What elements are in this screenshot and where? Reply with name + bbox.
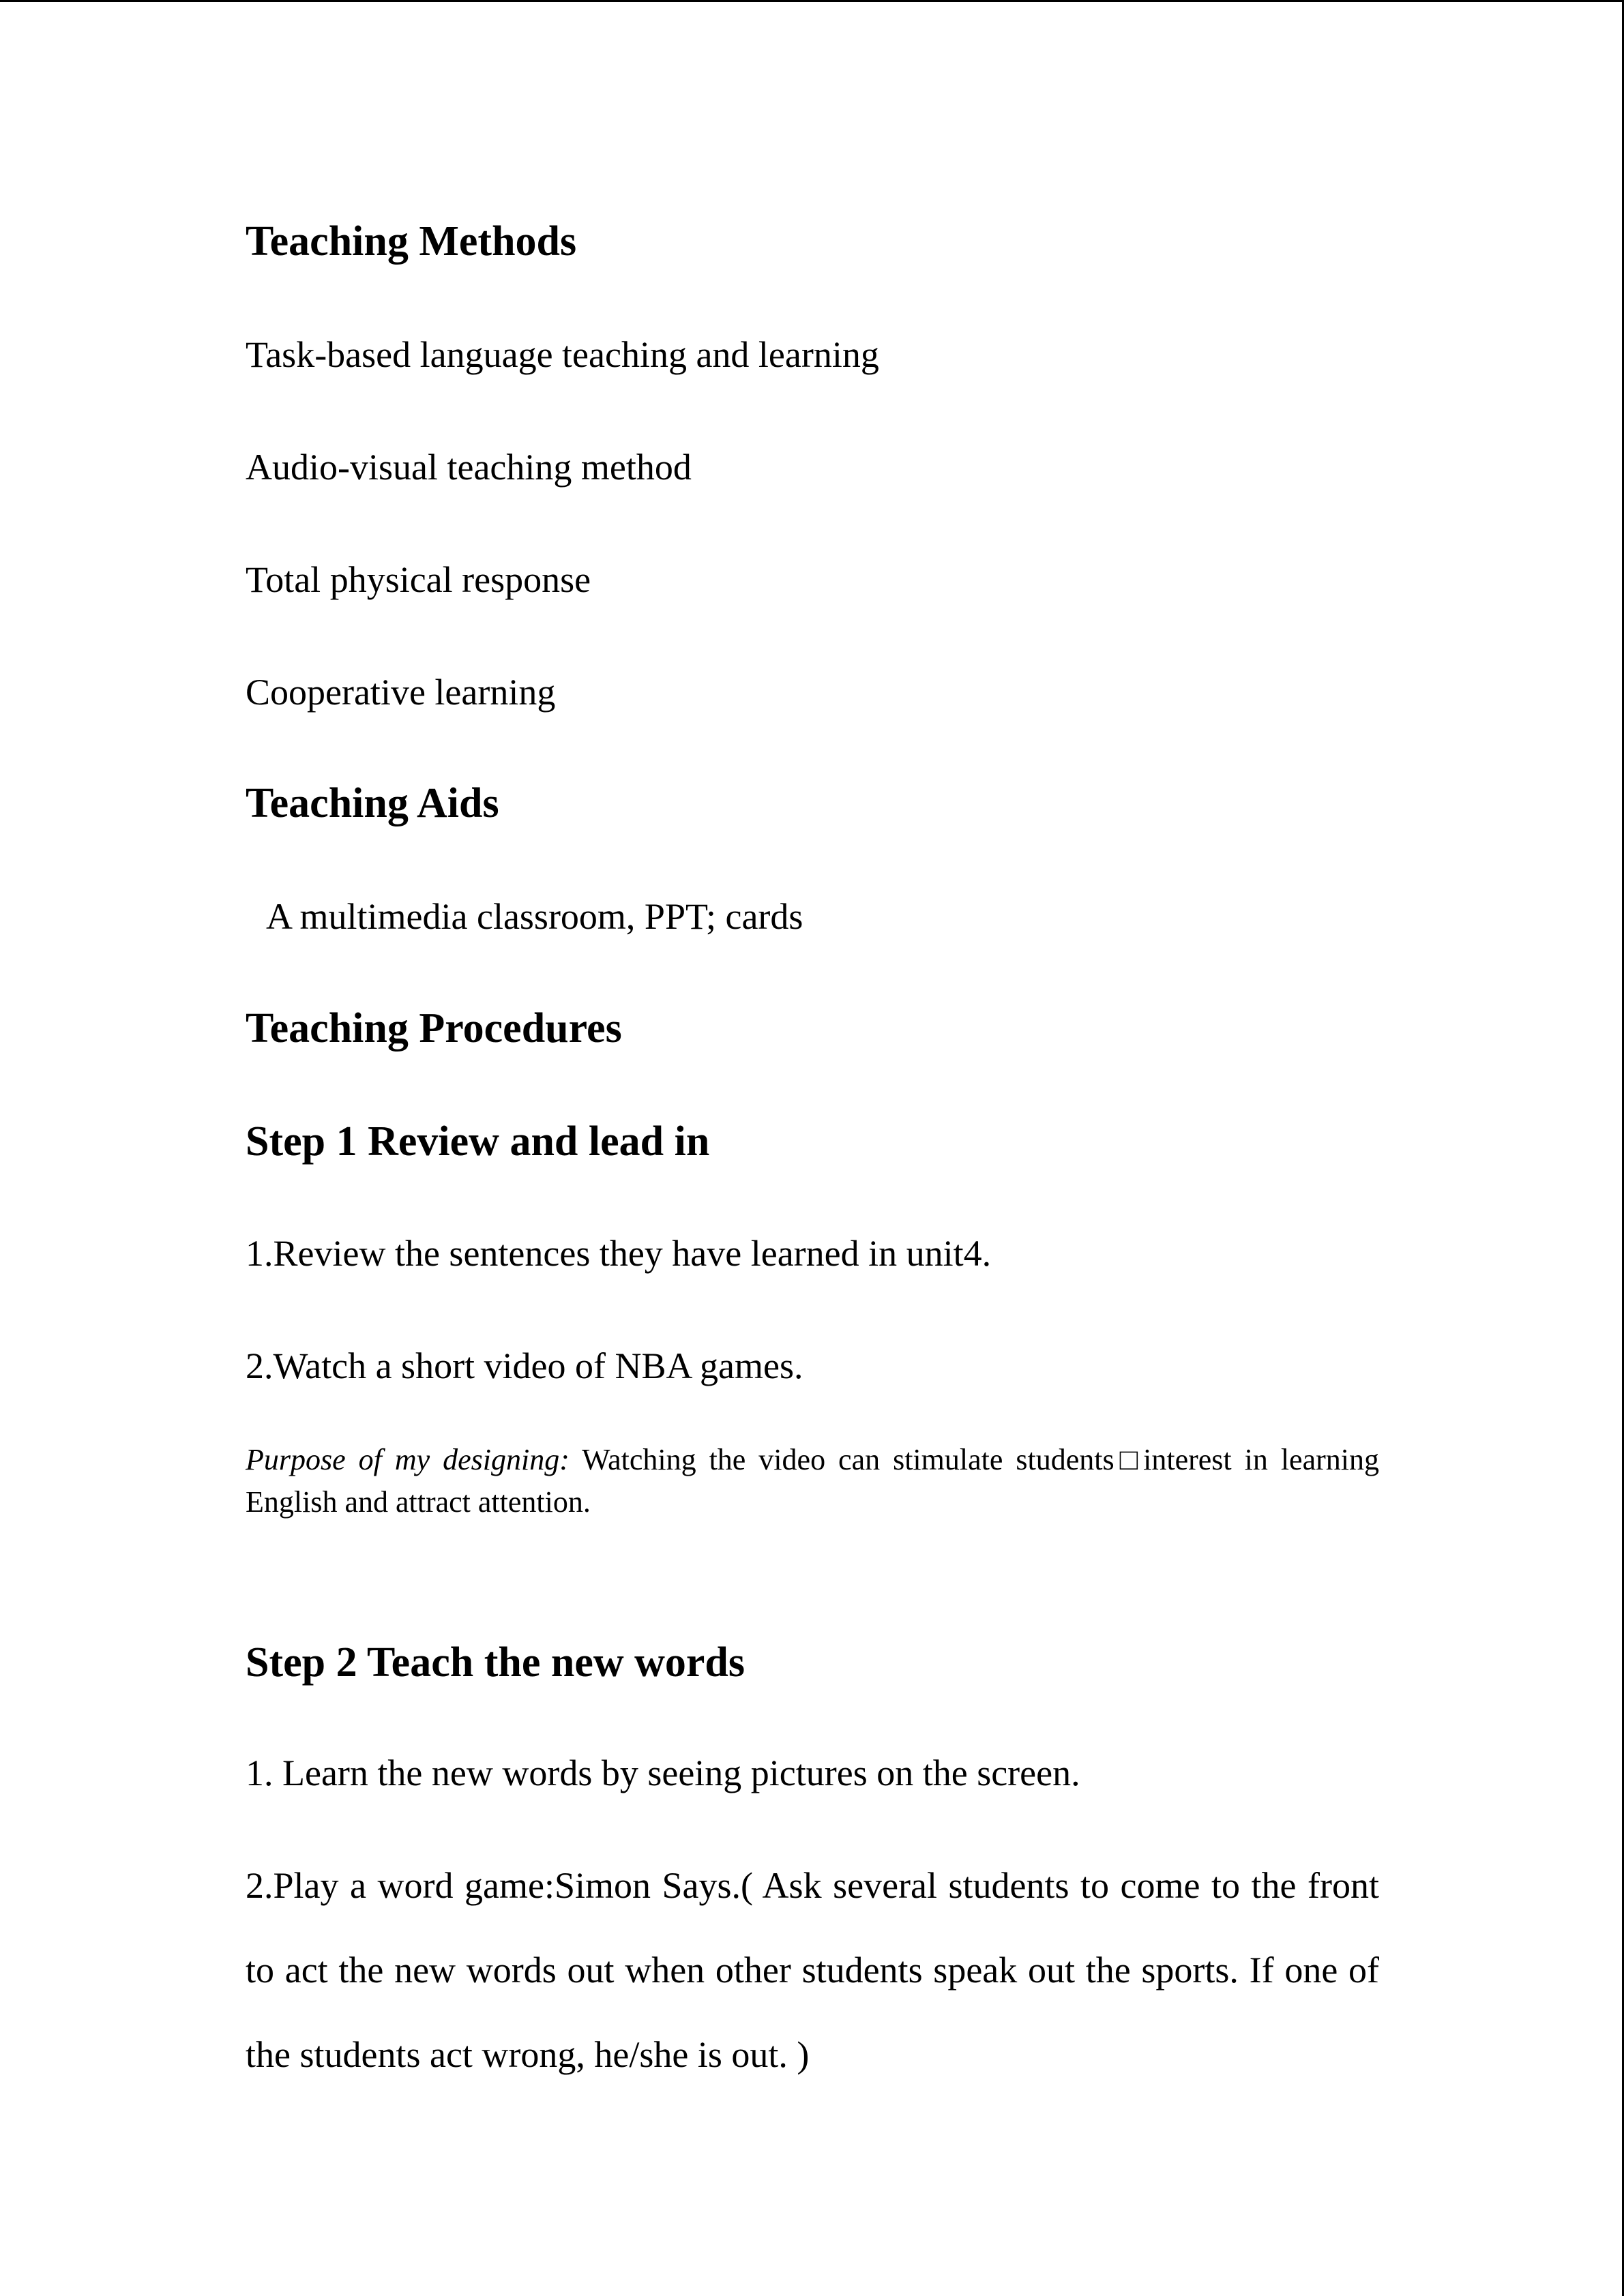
method-item-3: Total physical response xyxy=(246,559,591,600)
purpose-text: Watching the video can stimulate students□interest in learning English and attract attention. xyxy=(246,1443,1379,1519)
method-item-1: Task-based language teaching and learning xyxy=(246,334,879,375)
teaching-procedures-heading: Teaching Procedures xyxy=(246,1005,622,1052)
step1-purpose xyxy=(246,1439,1379,1523)
step2-item-1: 1. Learn the new words by seeing pictures on the screen. xyxy=(246,1753,1080,1793)
purpose-label: Purpose of my designing: xyxy=(246,1443,570,1476)
teaching-aids-heading: Teaching Aids xyxy=(246,780,499,826)
step1-item-1: 1.Review the sentences they have learned in unit4. xyxy=(246,1233,992,1274)
method-item-4: Cooperative learning xyxy=(246,672,556,713)
step2-item-2: 2.Play a word game:Simon Says.( Ask several students to come to the front to act the new words out when other students speak out the sports. If one of the students act wrong, he/she is out. ) xyxy=(246,1865,1379,2075)
method-item-2: Audio-visual teaching method xyxy=(246,447,692,488)
step1-item-2: 2.Watch a short video of NBA games. xyxy=(246,1345,803,1386)
step1-heading: Step 1 Review and lead in xyxy=(246,1118,710,1165)
teaching-methods-heading: Teaching Methods xyxy=(246,218,577,265)
step2-heading: Step 2 Teach the new words xyxy=(246,1639,745,1686)
teaching-aids-text: A multimedia classroom, PPT; cards xyxy=(266,896,803,937)
